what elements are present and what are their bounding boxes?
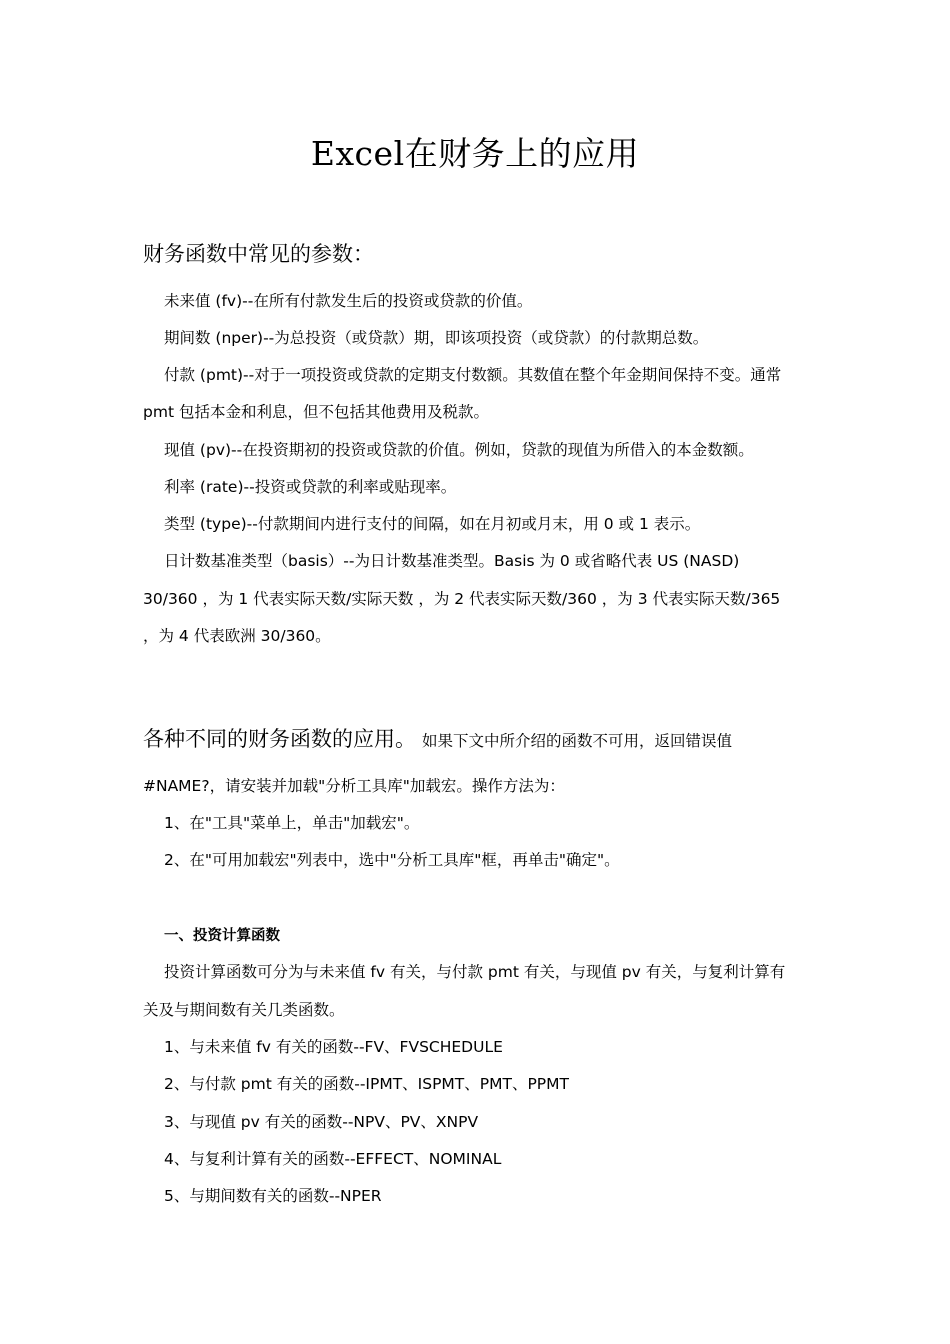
section-heading-parameters: 财务函数中常见的参数： (143, 242, 374, 266)
step-1: 1、在"工具"菜单上，单击"加载宏"。 (164, 814, 420, 832)
paragraph-pv: 现值 (pv)--在投资期初的投资或贷款的价值。例如，贷款的现值为所借入的本金数额。 (164, 441, 754, 459)
paragraph-name-error: #NAME?，请安装并加载"分析工具库"加载宏。操作方法为： (143, 777, 565, 795)
paragraph-fv: 未来值 (fv)--在所有付款发生后的投资或贷款的价值。 (164, 292, 533, 310)
list-item-nper-functions: 5、与期间数有关的函数--NPER (164, 1187, 382, 1205)
paragraph-basis-cont-1: 30/360 ，为 1 代表实际天数/实际天数 ，为 2 代表实际天数/360 ，为 3 代表实际天数/365 (143, 590, 781, 608)
section-heading-applications-note: 如果下文中所介绍的函数不可用，返回错误值 (422, 732, 733, 750)
section-heading-applications (143, 723, 732, 753)
paragraph-investment-intro: 投资计算函数可分为与未来值 fv 有关，与付款 pmt 有关，与现值 pv 有关，与复利计算有 (164, 963, 786, 981)
subsection-heading-investment: 一、投资计算函数 (164, 928, 280, 944)
paragraph-type: 类型 (type)--付款期间内进行支付的间隔，如在月初或月末，用 0 或 1 表示。 (164, 515, 701, 533)
paragraph-basis-cont-2: ，为 4 代表欧洲 30/360。 (143, 627, 331, 645)
list-item-pv-functions: 3、与现值 pv 有关的函数--NPV、PV、XNPV (164, 1113, 479, 1131)
step-2: 2、在"可用加载宏"列表中，选中"分析工具库"框，再单击"确定"。 (164, 851, 620, 869)
paragraph-pmt-cont: pmt 包括本金和利息，但不包括其他费用及税款。 (143, 403, 489, 421)
section-heading-applications-title: 各种不同的财务函数的应用。 (143, 727, 416, 751)
paragraph-nper: 期间数 (nper)--为总投资（或贷款）期，即该项投资（或贷款）的付款期总数。 (164, 329, 709, 347)
page-title: Excel在财务上的应用 (310, 134, 640, 173)
paragraph-investment-intro-cont: 关及与期间数有关几类函数。 (143, 1001, 345, 1019)
paragraph-pmt: 付款 (pmt)--对于一项投资或贷款的定期支付数额。其数值在整个年金期间保持不变。通常 (164, 366, 782, 384)
list-item-fv-functions: 1、与未来值 fv 有关的函数--FV、FVSCHEDULE (164, 1038, 503, 1056)
list-item-pmt-functions: 2、与付款 pmt 有关的函数--IPMT、ISPMT、PMT、PPMT (164, 1075, 569, 1093)
list-item-compound-functions: 4、与复利计算有关的函数--EFFECT、NOMINAL (164, 1150, 502, 1168)
paragraph-basis: 日计数基准类型（basis）--为日计数基准类型。Basis 为 0 或省略代表 US (NASD) (164, 552, 740, 570)
paragraph-rate: 利率 (rate)--投资或贷款的利率或贴现率。 (164, 478, 457, 496)
